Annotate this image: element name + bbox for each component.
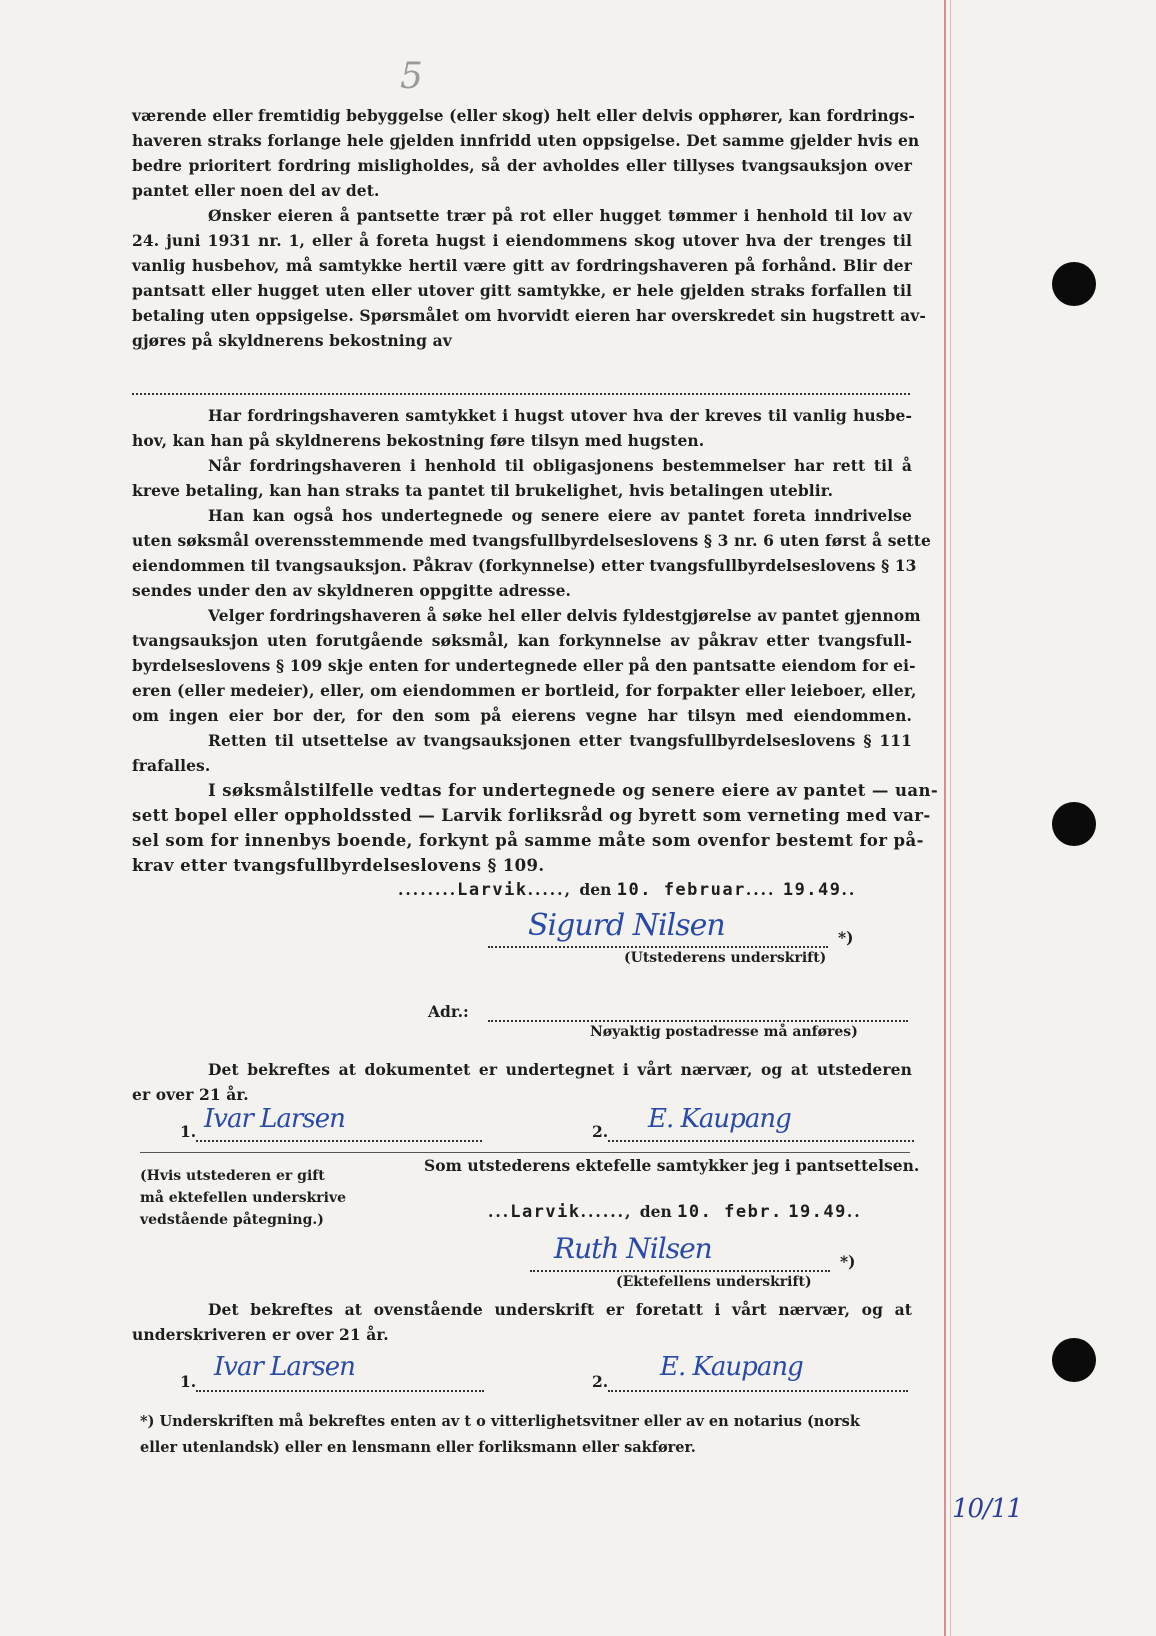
den-label: den (639, 1202, 672, 1221)
corner-mark: 10/11 (952, 1494, 1022, 1524)
fill-in-dotted-line (132, 391, 910, 395)
text-line: kreve betaling, kan han straks ta pantet til brukelighet, hvis betalingen uteblir. (132, 481, 834, 500)
witness-2-line (608, 1138, 914, 1142)
footnote: *) Underskriften må bekreftes enten av t o vitterlighetsvitner eller av en notarius (norsk (140, 1413, 860, 1430)
asterisk-mark: *) (840, 1252, 856, 1271)
witness-1-signature: Ivar Larsen (204, 1104, 345, 1134)
text-line: eren (eller medeier), eller, om eiendommen er bortleid, for forpakter eller leieboer, eller, (132, 681, 917, 700)
divider (140, 1152, 910, 1153)
text-line: 24. juni 1931 nr. 1, eller å foreta hugst i eiendommens skog utover hva der trenges til (132, 231, 912, 250)
text-line: haveren straks forlange hele gjelden innfridd uten oppsigelse. Det samme gjelder hvis en (132, 131, 920, 150)
binder-hole-middle (1052, 802, 1096, 846)
spouse-consent: Som utstederens ektefelle samtykker jeg i pantsettelsen. (424, 1156, 920, 1175)
date-line: ........Larvik....., den 10. februar.... 19.49.. (398, 880, 857, 900)
confirm-1-label: 1. (180, 1372, 197, 1391)
spouse-note: (Hvis utstederen er gift (140, 1168, 325, 1184)
witness-text: er over 21 år. (132, 1085, 249, 1104)
footnote: eller utenlandsk) eller en lensmann eller forliksmann eller sakfører. (140, 1439, 696, 1456)
issuer-signature-line (488, 944, 828, 948)
address-label: Adr.: (428, 1002, 469, 1021)
text-line: Har fordringshaveren samtykket i hugst utover hva der kreves til vanlig husbe- (208, 406, 912, 425)
spouse-place-typed: Larvik (510, 1202, 581, 1222)
spouse-year-typed: 19.49 (788, 1202, 847, 1222)
text-line: bedre prioritert fordring misligholdes, så der avholdes eller tillyses tvangsauksjon over (132, 156, 912, 175)
text-line-bold: krav etter tvangsfullbyrdelseslovens § 109. (132, 856, 545, 875)
confirm-2-line (608, 1388, 908, 1392)
margin-rule-secondary (950, 0, 951, 1636)
text-line-bold: sett bopel eller oppholdssted — Larvik forliksråd og byrett som verneting med var- (132, 806, 931, 825)
spouse-signature-line (530, 1268, 830, 1272)
text-line: Retten til utsettelse av tvangsauksjonen etter tvangsfullbyrdelseslovens § 111 (208, 731, 912, 750)
confirm-2-label: 2. (592, 1372, 609, 1391)
text-line: værende eller fremtidig bebyggelse (eller skog) helt eller delvis opphører, kan fordrings- (132, 106, 915, 125)
text-line: eiendommen til tvangsauksjon. Påkrav (forkynnelse) etter tvangsfullbyrdelseslovens § 13 (132, 556, 917, 575)
witness-2-label: 2. (592, 1122, 609, 1141)
text-line: frafalles. (132, 756, 211, 775)
text-line: betaling uten oppsigelse. Spørsmålet om hvorvidt eieren har overskredet sin hugstrett av- (132, 306, 926, 325)
text-line: hov, kan han på skyldnerens bekostning føre tilsyn med hugsten. (132, 431, 705, 450)
text-line: om ingen eier bor der, for den som på eierens vegne har tilsyn med eiendommen. (132, 706, 912, 725)
confirm-text: Det bekreftes at ovenstående underskrift er foretatt i vårt nærvær, og at (208, 1300, 912, 1319)
witness-1-label: 1. (180, 1122, 197, 1141)
year-typed: 19.49 (782, 880, 842, 900)
address-caption: Nøyaktig postadresse må anføres) (590, 1024, 858, 1040)
spouse-note: vedstående påtegning.) (140, 1212, 324, 1228)
text-line: byrdelseslovens § 109 skje enten for undertegnede eller på den pantsatte eiendom for ei- (132, 656, 916, 675)
margin-rule (944, 0, 946, 1636)
binder-hole-top (1052, 262, 1096, 306)
text-line: Ønsker eieren å pantsette trær på rot eller hugget tømmer i henhold til lov av (208, 206, 912, 225)
confirm-1-line (196, 1388, 484, 1392)
text-line: sendes under den av skyldneren oppgitte adresse. (132, 581, 572, 600)
spouse-date-typed: 10. febr. (677, 1202, 783, 1222)
text-line: gjøres på skyldnerens bekostning av (132, 331, 452, 350)
witness-2-signature: E. Kaupang (648, 1104, 791, 1134)
confirm-2-signature: E. Kaupang (660, 1352, 803, 1382)
place-typed: Larvik (457, 880, 528, 900)
text-line: tvangsauksjon uten forutgående søksmål, kan forkynnelse av påkrav etter tvangsfull- (132, 631, 912, 650)
text-line: vanlig husbehov, må samtykke hertil være gitt av fordringshaveren på forhånd. Blir der (132, 256, 912, 275)
binder-hole-bottom (1052, 1338, 1096, 1382)
pencil-page-number: 5 (400, 56, 423, 97)
den-label: den (579, 880, 612, 899)
text-line-bold: sel som for innenbys boende, forkynt på samme måte som ovenfor bestemt for på- (132, 831, 924, 850)
spouse-signature: Ruth Nilsen (554, 1232, 712, 1265)
text-line: pantet eller noen del av det. (132, 181, 380, 200)
issuer-signature: Sigurd Nilsen (528, 908, 725, 943)
text-line: Når fordringshaveren i henhold til obligasjonens bestemmelser har rett til å (208, 456, 912, 475)
text-line: Han kan også hos undertegnede og senere eiere av pantet foreta inndrivelse (208, 506, 912, 525)
confirm-1-signature: Ivar Larsen (214, 1352, 355, 1382)
spouse-date-line: ...Larvik......, den 10. febr. 19.49.. (488, 1202, 862, 1222)
spouse-caption: (Ektefellens underskrift) (616, 1274, 812, 1290)
witness-text: Det bekreftes at dokumentet er undertegnet i vårt nærvær, og at utstederen (208, 1060, 912, 1079)
asterisk-mark: *) (838, 928, 854, 947)
text-line: pantsatt eller hugget uten eller utover gitt samtykke, er hele gjelden straks forfallen til (132, 281, 912, 300)
issuer-caption: (Utstederens underskrift) (624, 950, 827, 966)
confirm-text: underskriveren er over 21 år. (132, 1325, 389, 1344)
text-line: uten søksmål overensstemmende med tvangsfullbyrdelseslovens § 3 nr. 6 uten først å sette (132, 531, 931, 550)
text-line: Velger fordringshaveren å søke hel eller delvis fyldestgjørelse av pantet gjennom (208, 606, 921, 625)
text-line-bold: I søksmålstilfelle vedtas for undertegnede og senere eiere av pantet — uan- (208, 781, 939, 800)
address-line (488, 1018, 908, 1022)
witness-1-line (196, 1138, 482, 1142)
spouse-note: må ektefellen underskrive (140, 1190, 347, 1206)
date-typed: 10. februar (616, 880, 746, 900)
